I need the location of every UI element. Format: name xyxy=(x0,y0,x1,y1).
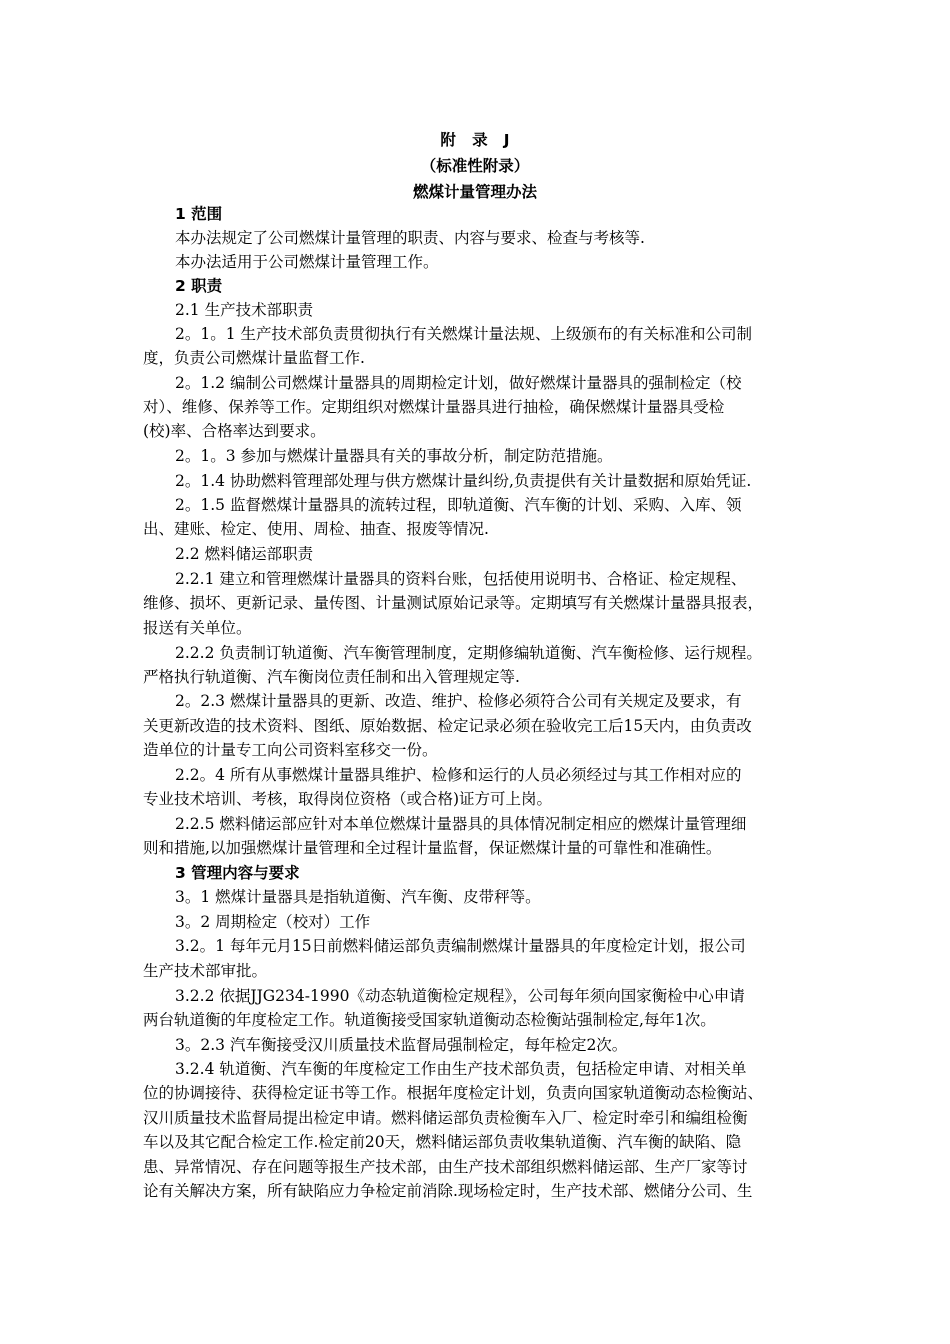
paragraph-line: (校)率、合格率达到要求。 xyxy=(143,422,326,440)
paragraph-line: 3。2.3 汽车衡接受汉川质量技术监督局强制检定，每年检定2次。 xyxy=(175,1036,628,1054)
subsection-heading: 2.1 生产技术部职责 xyxy=(175,301,314,319)
paragraph-line: 本办法规定了公司燃煤计量管理的职责、内容与要求、检查与考核等. xyxy=(175,229,645,247)
subsection-heading: 2.2 燃料储运部职责 xyxy=(175,545,314,563)
section-heading-3: 3 管理内容与要求 xyxy=(175,864,300,882)
paragraph-line: 出、建账、检定、使用、周检、抽查、报废等情况. xyxy=(143,520,489,538)
paragraph-line: 严格执行轨道衡、汽车衡岗位责任制和出入管理规定等. xyxy=(143,668,520,686)
paragraph-line: 3.2。1 每年元月15日前燃料储运部负责编制燃煤计量器具的年度检定计划，报公司 xyxy=(175,937,746,955)
paragraph-line: 报送有关单位。 xyxy=(143,619,252,637)
paragraph-line: 2。1.2 编制公司燃煤计量器具的周期检定计划，做好燃煤计量器具的强制检定（校 xyxy=(175,374,742,392)
paragraph-line: 生产技术部审批。 xyxy=(143,962,268,980)
paragraph-line: 2。1.4 协助燃料管理部处理与供方燃煤计量纠纷,负责提供有关计量数据和原始凭证. xyxy=(175,472,752,490)
paragraph-line: 本办法适用于公司燃煤计量管理工作。 xyxy=(175,253,439,271)
paragraph-line: 汉川质量技术监督局提出检定申请。燃料储运部负责检衡车入厂、检定时牵引和编组检衡 xyxy=(143,1109,748,1127)
paragraph-line: 专业技术培训、考核，取得岗位资格（或合格)证方可上岗。 xyxy=(143,790,553,808)
paragraph-line: 3。1 燃煤计量器具是指轨道衡、汽车衡、皮带秤等。 xyxy=(175,888,541,906)
paragraph-line: 2。2.3 燃煤计量器具的更新、改造、维护、检修必须符合公司有关规定及要求，有 xyxy=(175,692,742,710)
paragraph-line: 3.2.4 轨道衡、汽车衡的年度检定工作由生产技术部负责，包括检定申请、对相关单 xyxy=(175,1060,747,1078)
paragraph-line: 2。1。1 生产技术部负责贯彻执行有关燃煤计量法规、上级颁布的有关标准和公司制 xyxy=(175,325,753,343)
paragraph-line: 维修、损坏、更新记录、量传图、计量测试原始记录等。定期填写有关燃煤计量器具报表， xyxy=(143,594,764,612)
section-heading-1: 1 范围 xyxy=(175,205,223,223)
paragraph-line: 两台轨道衡的年度检定工作。轨道衡接受国家轨道衡动态检衡站强制检定,每年1次。 xyxy=(143,1011,716,1029)
paragraph-line: 2。1。3 参加与燃煤计量器具有关的事故分析，制定防范措施。 xyxy=(175,447,613,465)
document-title: 燃煤计量管理办法 xyxy=(412,183,537,201)
appendix-nature: （标准性附录） xyxy=(420,157,530,175)
appendix-label: 附 录 J xyxy=(440,131,510,149)
paragraph-line: 车以及其它配合检定工作.检定前20天，燃料储运部负责收集轨道衡、汽车衡的缺陷、隐 xyxy=(143,1133,742,1151)
paragraph-line: 患、异常情况、存在问题等报生产技术部，由生产技术部组织燃料储运部、生产厂家等讨 xyxy=(143,1158,748,1176)
paragraph-line: 2.2.1 建立和管理燃煤计量器具的资料台账，包括使用说明书、合格证、检定规程、 xyxy=(175,570,747,588)
paragraph-line: 2。1.5 监督燃煤计量器具的流转过程，即轨道衡、汽车衡的计划、采购、入库、领 xyxy=(175,496,742,514)
paragraph-line: 位的协调接待、获得检定证书等工作。根据年度检定计划，负责向国家轨道衡动态检衡站、 xyxy=(143,1084,764,1102)
paragraph-line: 对）、维修、保养等工作。定期组织对燃煤计量器具进行抽检，确保燃煤计量器具受检 xyxy=(143,398,725,416)
paragraph-line: 造单位的计量专工向公司资料室移交一份。 xyxy=(143,741,438,759)
paragraph-line: 度，负责公司燃煤计量监督工作. xyxy=(143,349,365,367)
paragraph-line: 论有关解决方案，所有缺陷应力争检定前消除.现场检定时，生产技术部、燃储分公司、生 xyxy=(143,1182,753,1200)
subsection-heading: 3。2 周期检定（校对）工作 xyxy=(175,913,371,931)
paragraph-line: 关更新改造的技术资料、图纸、原始数据、检定记录必须在验收完工后15天内，由负责改 xyxy=(143,717,752,735)
section-heading-2: 2 职责 xyxy=(175,277,223,295)
paragraph-line: 2.2.2 负责制订轨道衡、汽车衡管理制度，定期修编轨道衡、汽车衡检修、运行规程。 xyxy=(175,644,762,662)
paragraph-line: 2.2。4 所有从事燃煤计量器具维护、检修和运行的人员必须经过与其工作相对应的 xyxy=(175,766,742,784)
paragraph-line: 则和措施,以加强燃煤计量管理和全过程计量监督，保证燃煤计量的可靠性和准确性。 xyxy=(143,839,722,857)
paragraph-line: 2.2.5 燃料储运部应针对本单位燃煤计量器具的具体情况制定相应的燃煤计量管理细 xyxy=(175,815,747,833)
paragraph-line: 3.2.2 依据JJG234-1990《动态轨道衡检定规程》，公司每年须向国家衡检中心申请 xyxy=(175,987,745,1005)
